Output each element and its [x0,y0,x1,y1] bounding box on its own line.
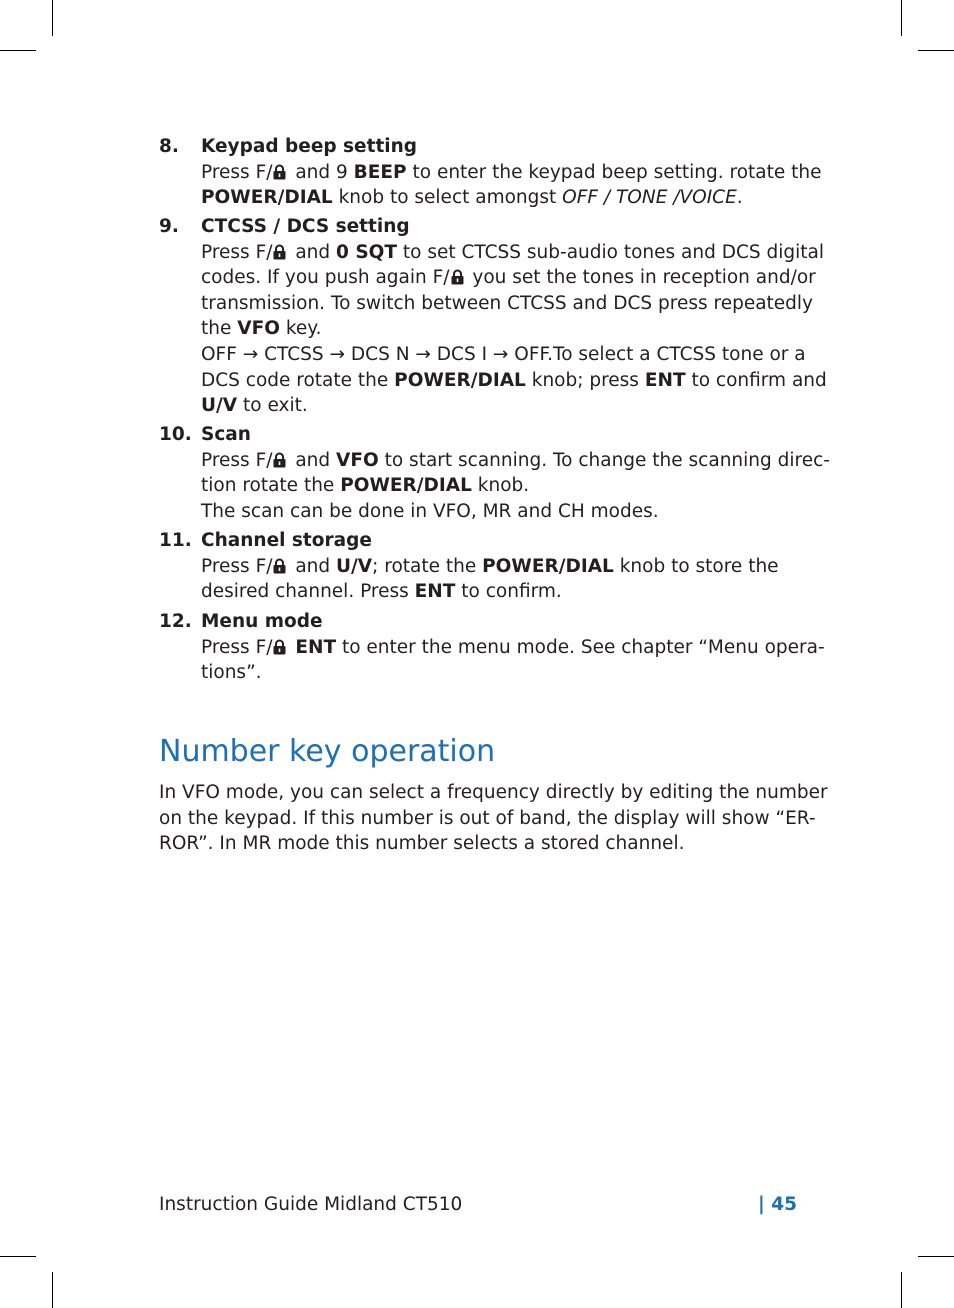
item-line [201,316,799,342]
text-run: Press F/ [201,555,273,577]
item-number: 11. [159,530,192,551]
item-line [201,660,799,686]
bold-term: ENT [295,636,337,658]
item-line [201,265,816,291]
text-run: to confirm. [455,581,562,603]
text-run: knob. [471,475,530,497]
item-number: 8. [159,136,179,157]
crop-mark [901,0,902,36]
bold-term: VFO [336,449,379,471]
text-run: knob; press [525,369,645,391]
text-run: Press F/ [201,636,273,658]
paragraph-line: In VFO mode, you can select a frequency directly by editing the number [159,782,828,803]
list-item [159,422,830,524]
footer-guide-title: Instruction Guide Midland CT510 [159,1194,463,1215]
crop-mark [918,50,954,51]
item-line [201,554,799,580]
item-body [201,214,827,419]
item-line [201,393,799,419]
text-run: . [736,187,743,209]
text-run: The scan can be done in VFO, MR and CH modes. [201,500,659,522]
lock-icon [272,637,287,653]
item-line [201,342,806,368]
item-line [201,635,825,661]
item-body [201,609,825,686]
crop-mark [901,1272,902,1308]
text-run: and [289,449,337,471]
item-title: Channel storage [201,530,372,551]
bold-term: POWER/DIAL [482,555,614,577]
bold-term: U/V [201,395,238,417]
bold-term: POWER/DIAL [201,187,333,209]
crop-mark [0,50,36,51]
item-line [201,185,799,211]
text-run: tion rotate the [201,475,341,497]
page-number: | 45 [758,1194,797,1215]
text-run: tions”. [201,662,262,684]
text-run: Press F/ [201,161,273,183]
text-run: Press F/ [201,241,273,263]
crop-mark [52,0,53,36]
text-run: to set CTCSS sub-audio tones and DCS digital [397,241,825,263]
bold-term: POWER/DIAL [340,475,472,497]
text-run: Press F/ [201,449,273,471]
bold-term: 0 SQT [336,241,398,263]
item-line [201,579,799,605]
lock-icon [272,162,287,178]
text-run: to confirm and [685,369,827,391]
paragraph-line: on the keypad. If this number is out of band, the display will show “ER- [159,807,816,829]
bold-term: ENT [414,581,456,603]
text-run: ; rotate the [372,555,483,577]
crop-mark [918,1256,954,1257]
crop-mark [0,1256,36,1257]
list-item [159,134,822,211]
item-number: 12. [159,611,192,632]
bold-term: VFO [237,318,280,340]
list-item [159,528,799,605]
item-title: CTCSS / DCS setting [201,216,410,237]
text-run: and 9 [289,161,354,183]
item-number: 9. [159,216,179,237]
text-run: knob to store the [613,555,779,577]
bold-term: POWER/DIAL [394,369,526,391]
text-run: DCS code rotate the [201,369,395,391]
crop-mark [52,1272,53,1308]
item-number: 10. [159,424,192,445]
item-line [201,473,799,499]
paragraph-line: ROR”. In MR mode this number selects a stored channel. [159,833,685,855]
item-line [201,368,827,394]
text-run: codes. If you push again F/ [201,267,450,289]
text-run: to exit. [237,395,308,417]
text-run: desired channel. Press [201,581,415,603]
item-body [201,528,799,605]
item-line [201,240,825,266]
list-item [159,214,827,419]
list-item [159,609,825,686]
italic-term: OFF / TONE /VOICE [562,187,737,209]
item-body [201,134,822,211]
text-run: knob to select amongst [332,187,563,209]
text-run: the [201,318,238,340]
item-line [201,448,830,474]
text-run: you set the tones in reception and/or [466,267,816,289]
bold-term: ENT [644,369,686,391]
lock-icon [272,242,287,258]
bold-term: BEEP [353,161,407,183]
bold-term: U/V [336,555,373,577]
item-line [201,499,799,525]
item-body [201,422,830,524]
text-run: transmission. To switch between CTCSS and DCS press repeatedly [201,292,813,314]
item-line [201,291,813,317]
text-run: to start scanning. To change the scanning direc- [378,449,830,471]
lock-icon [272,450,287,466]
text-run: and [289,241,337,263]
section-title: Number key operation [159,734,496,769]
lock-icon [272,556,287,572]
text-run: key. [279,318,322,340]
text-run: to enter the keypad beep setting. rotate the [406,161,822,183]
text-run: to enter the menu mode. See chapter “Menu opera- [336,636,825,658]
item-title: Keypad beep setting [201,136,418,157]
item-title: Menu mode [201,611,323,632]
item-title: Scan [201,424,251,445]
item-line [201,160,822,186]
lock-icon [450,267,465,283]
text-run: OFF → CTCSS → DCS N → DCS I → OFF.To select a CTCSS tone or a [201,343,806,365]
section-paragraph [159,780,828,857]
text-run: and [289,555,337,577]
